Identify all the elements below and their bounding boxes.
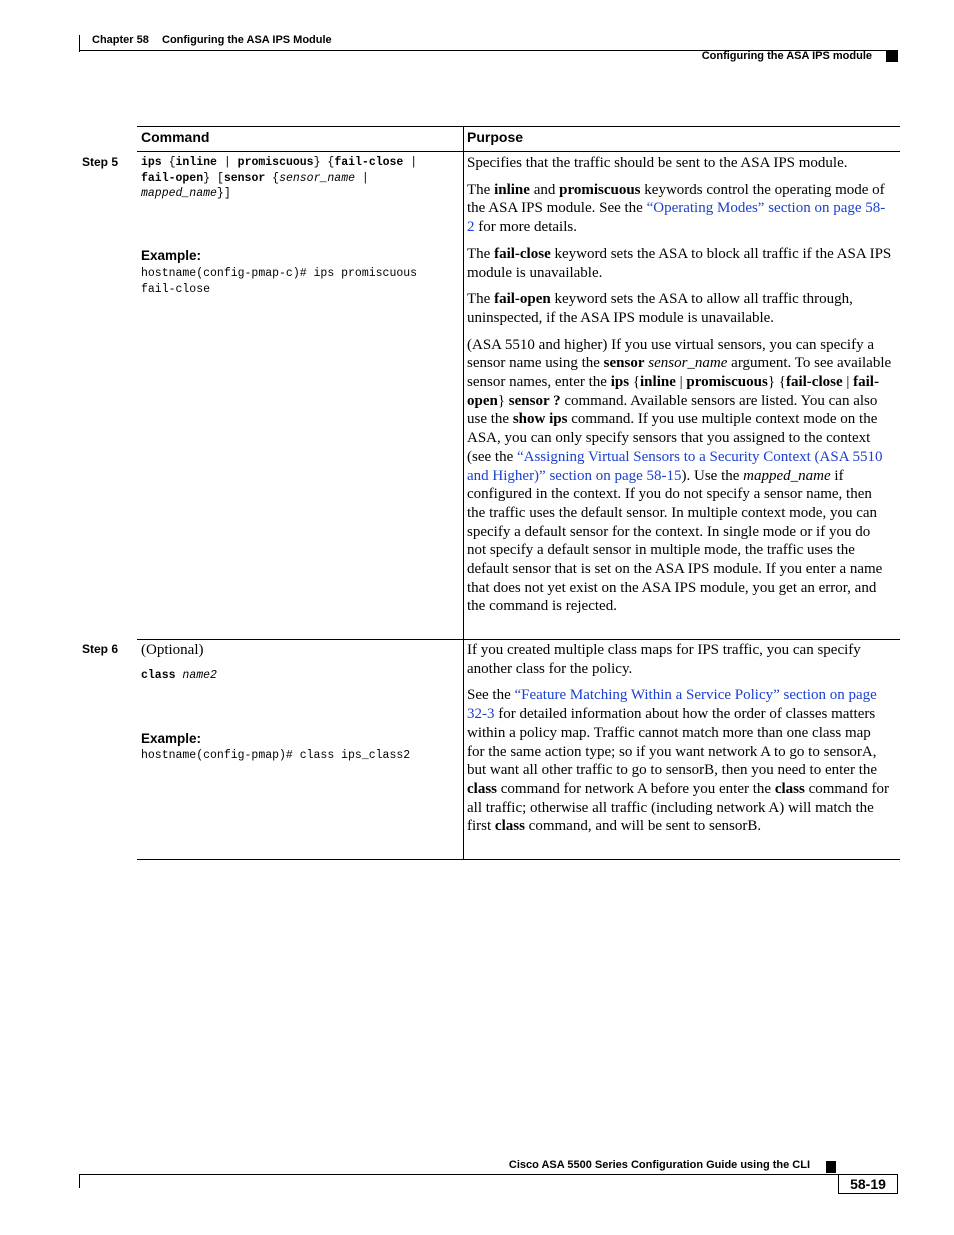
kw-fail-open: fail-open xyxy=(467,374,879,409)
table-top-rule xyxy=(137,126,900,127)
kw-inline: inline xyxy=(494,181,530,198)
syntax-bar: | xyxy=(223,156,231,169)
step-6-example-code: hostname(config-pmap)# class ips_class2 xyxy=(141,749,411,762)
text: ). Use the xyxy=(681,467,744,484)
text: | xyxy=(675,374,687,391)
arg-sensor-name: sensor_name xyxy=(648,355,728,372)
step-6-command-syntax xyxy=(141,669,217,682)
example-line: hostname(config-pmap-c)# ips promiscuous xyxy=(141,267,418,280)
row-divider xyxy=(137,639,900,640)
column-header-purpose: Purpose xyxy=(467,129,524,145)
syntax-bar: | xyxy=(410,156,418,169)
text: command. Available sensors are listed. You can also use the xyxy=(467,392,878,428)
footer-left-rule xyxy=(79,1174,80,1188)
column-header-command: Command xyxy=(141,129,210,145)
column-divider xyxy=(463,126,464,860)
kw-promiscuous: promiscuous xyxy=(237,156,314,169)
step-5-purpose xyxy=(467,154,892,616)
kw-inline: inline xyxy=(175,156,217,169)
kw-ips: ips xyxy=(141,156,162,169)
header-marker xyxy=(886,50,898,62)
step-5-example-code xyxy=(141,266,417,298)
purpose-paragraph: If you created multiple class maps for IPS traffic, you can specify another class for the policy. xyxy=(467,642,861,677)
purpose-paragraph xyxy=(467,181,892,237)
text: The xyxy=(467,245,495,262)
kw-fail-close: fail-close xyxy=(785,374,843,391)
text: The xyxy=(467,181,495,198)
kw-class: class xyxy=(774,780,805,797)
text: } { xyxy=(767,374,786,391)
kw-inline: inline xyxy=(640,374,676,391)
text: } xyxy=(497,392,509,409)
syntax-brace: { xyxy=(327,156,335,169)
text: for more details. xyxy=(474,219,577,236)
arg-mapped-name: mapped_name xyxy=(141,187,217,200)
text: command for all traffic; otherwise all traffic (including network A) will match the first xyxy=(467,780,889,835)
page-number: 58-19 xyxy=(850,1176,886,1192)
syntax-brace: } xyxy=(313,156,321,169)
kw-sensor: sensor xyxy=(603,355,645,372)
kw-ips: ips xyxy=(610,374,630,391)
kw-sensor: sensor xyxy=(223,171,266,185)
arg-mapped-name: mapped_name xyxy=(743,467,831,484)
kw-promiscuous: promiscuous xyxy=(686,374,768,391)
operating-modes-link[interactable]: “Operating Modes” section on page 58-2 xyxy=(467,200,886,236)
text: The xyxy=(467,291,495,308)
kw-class: class xyxy=(494,818,525,835)
header-chapter-title: Configuring the ASA IPS Module xyxy=(162,34,332,46)
step-6-label: Step 6 xyxy=(82,642,119,656)
header-section: Configuring the ASA IPS module xyxy=(701,50,872,62)
syntax-brace: { xyxy=(272,171,280,185)
purpose-paragraph xyxy=(467,336,892,617)
feature-matching-link[interactable]: “Feature Matching Within a Service Policy” section on page 32-3 xyxy=(467,687,877,723)
syntax-bracket: [ xyxy=(216,171,224,185)
purpose-paragraph: Specifies that the traffic should be sent to the ASA IPS module. xyxy=(467,155,848,171)
kw-class: class xyxy=(141,669,176,682)
footer-guide-title: Cisco ASA 5500 Series Configuration Guide using the CLI xyxy=(508,1159,810,1171)
text: command. If you use multiple context mode on the ASA, you can only specify sensors that you assigned to the context (see the xyxy=(467,411,878,465)
step-5-label: Step 5 xyxy=(82,155,119,169)
step-6-optional: (Optional) xyxy=(141,642,204,658)
table-bottom-rule xyxy=(137,859,900,860)
kw-fail-close: fail-close xyxy=(334,156,404,169)
purpose-paragraph xyxy=(467,245,892,282)
text: command for network A before you enter the xyxy=(497,780,775,797)
text: keyword sets the ASA to allow all traffic through, uninspected, if the ASA IPS module is unavailable. xyxy=(467,291,853,326)
text: argument. To see available sensor names, enter the xyxy=(467,355,892,391)
syntax-brace: { xyxy=(168,156,176,169)
purpose-paragraph xyxy=(467,686,892,836)
arg-name2: name2 xyxy=(182,669,217,682)
kw-fail-close: fail-close xyxy=(494,245,551,262)
step-5-command-syntax xyxy=(141,155,459,202)
text: { xyxy=(629,374,641,391)
table-header-rule xyxy=(137,151,900,152)
text: keyword sets the ASA to block all traffic if the ASA IPS module is unavailable. xyxy=(467,245,892,281)
kw-show-ips: show ips xyxy=(512,411,568,428)
text: See the xyxy=(467,687,515,704)
kw-sensor-query: sensor ? xyxy=(508,392,561,409)
text: | xyxy=(842,374,854,391)
text: and xyxy=(529,181,560,198)
step-5-example-label: Example: xyxy=(141,248,202,263)
text: if configured in the context. If you do not specify a sensor name, then the traffic uses the default sensor. In multiple context mode, you can specify a default sensor for the context. In single mode or if you do not specify a default sensor in multiple mode, the traffic uses the default sensor that is set on the ASA IPS module. If you enter a name that does not yet exist on the ASA IPS module, you get an error, and the command is rejected. xyxy=(467,467,883,615)
kw-promiscuous: promiscuous xyxy=(559,181,641,198)
text: command, and will be sent to sensorB. xyxy=(524,818,762,835)
syntax-tail: }] xyxy=(216,187,231,200)
assigning-virtual-sensors-link[interactable]: “Assigning Virtual Sensors to a Security Context (ASA 5510 and Higher)” section on page 58-15 xyxy=(467,448,883,484)
example-line: fail-close xyxy=(141,283,211,296)
kw-fail-open: fail-open xyxy=(494,291,551,308)
footer-rule xyxy=(79,1174,838,1175)
kw-fail-open: fail-open xyxy=(141,171,204,185)
purpose-paragraph xyxy=(467,290,892,327)
footer-marker xyxy=(826,1161,836,1173)
text: keywords control the operating mode of the ASA IPS module. See the xyxy=(467,181,885,217)
syntax-bar: | xyxy=(361,171,369,185)
syntax-brace: } xyxy=(203,171,211,185)
header-chapter: Chapter 58 xyxy=(92,34,149,46)
text: for detailed information about how the order of classes matters within a policy map. Traffic cannot match more than one class map for the same action type; so if you want network A to go to sensorA, but want all other traffic to go to sensorB, then you need to enter the xyxy=(467,706,878,779)
kw-class: class xyxy=(467,780,497,797)
text: (ASA 5510 and higher) If you use virtual sensors, you can specify a sensor name using the xyxy=(467,336,874,372)
arg-sensor-name: sensor_name xyxy=(279,171,355,185)
step-6-purpose xyxy=(467,641,892,836)
step-6-example-label: Example: xyxy=(141,731,202,746)
